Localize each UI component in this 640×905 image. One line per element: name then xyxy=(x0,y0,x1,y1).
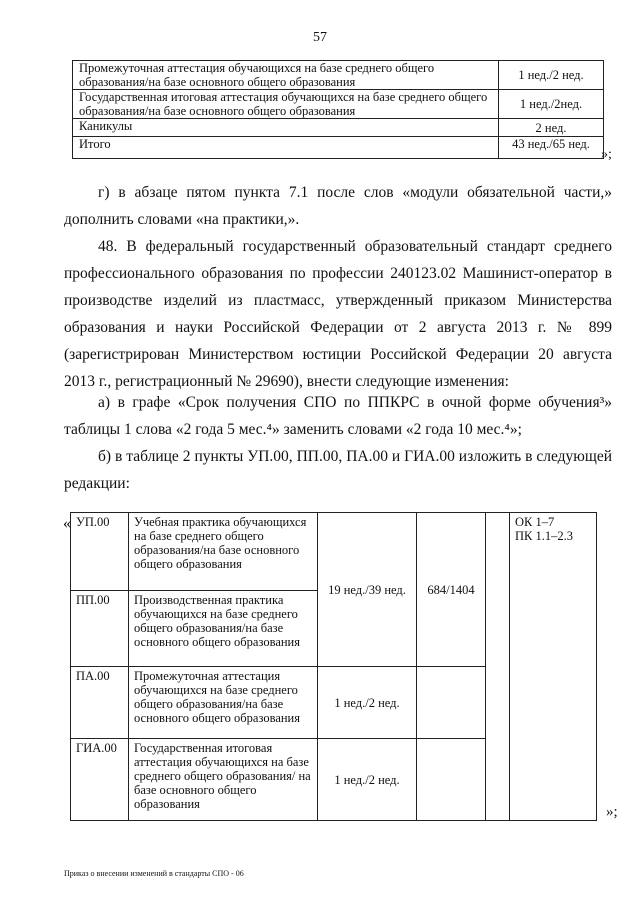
closing-quote: »; xyxy=(606,804,618,820)
competency-ok: ОК 1–7 xyxy=(515,515,555,529)
top-table xyxy=(72,60,604,159)
paragraph: б) в таблице 2 пункты УП.00, ПП.00, ПА.00 и ГИА.00 изложить в следующей редакции: xyxy=(64,448,612,492)
table-row xyxy=(71,513,597,591)
empty-cell xyxy=(486,513,510,821)
code-cell: ПП.00 xyxy=(71,591,129,667)
text-cell: Промежуточная аттестация обучающихся на базе среднего общего образования/на базе основного общего образования xyxy=(129,667,318,739)
weeks-cell: 1 нед./2 нед. xyxy=(318,667,417,739)
table-row xyxy=(73,90,604,119)
weeks-cell: 1 нед./2 нед. xyxy=(318,739,417,821)
table-row xyxy=(73,137,604,159)
paragraph: 48. В федеральный государственный образовательный стандарт среднего профессионального образования по профессии 240123.02 Машинист-оператор в производстве изделий из пластмасс, утвержденный приказом Министерства образования и науки Российской Федерации от 2 августа 2013 г. № 899 (зарегистрирован Министерством юстиции Российской Федерации 20 августа 2013 г., регистрационный № 29690), внести следующие изменения: xyxy=(64,238,612,390)
table-cell: Каникулы xyxy=(73,119,499,137)
table-cell: 1 нед./2 нед. xyxy=(499,61,604,90)
hours-cell xyxy=(417,667,486,739)
table-cell: Итого xyxy=(73,137,499,159)
weeks-cell: 19 нед./39 нед. xyxy=(318,513,417,667)
text-cell: Государственная итоговая аттестация обучающихся на базе среднего общего образования/ на базе основного общего образования xyxy=(129,739,318,821)
table-cell: Промежуточная аттестация обучающихся на базе среднего общего образования/на базе основного общего образования xyxy=(73,61,499,90)
code-cell: ГИА.00 xyxy=(71,739,129,821)
hours-cell: 684/1404 xyxy=(417,513,486,667)
paragraph: а) в графе «Срок получения СПО по ППКРС в очной форме обучения³» таблицы 1 слова «2 года 5 мес.⁴» заменить словами «2 года 10 мес.⁴»; xyxy=(64,394,612,438)
closing-quote: »; xyxy=(601,147,612,162)
table-cell: 2 нед. xyxy=(499,119,604,137)
paragraph: г) в абзаце пятом пункта 7.1 после слов «модули обязательной части,» дополнить словами «на практики,». xyxy=(64,184,612,228)
footer-note: Приказ о внесении изменений в стандарты СПО - 06 xyxy=(64,869,244,878)
competencies-cell xyxy=(510,513,597,821)
text-cell: Производственная практика обучающихся на базе среднего общего образования/на базе основного общего образования xyxy=(129,591,318,667)
hours-cell xyxy=(417,739,486,821)
code-cell: УП.00 xyxy=(71,513,129,591)
table-cell: Государственная итоговая аттестация обучающихся на базе среднего общего образования/на базе основного общего образования xyxy=(73,90,499,119)
table-row xyxy=(73,119,604,137)
table-cell: 43 нед./65 нед. xyxy=(499,137,604,159)
code-cell: ПА.00 xyxy=(71,667,129,739)
bottom-table xyxy=(70,512,597,821)
competency-pk: ПК 1.1–2.3 xyxy=(515,529,573,543)
table-row xyxy=(73,61,604,90)
page-number: 57 xyxy=(313,30,327,45)
text-cell: Учебная практика обучающихся на базе среднего общего образования/на базе основного общего образования xyxy=(129,513,318,591)
table-cell: 1 нед./2нед. xyxy=(499,90,604,119)
opening-quote: « xyxy=(63,515,71,532)
